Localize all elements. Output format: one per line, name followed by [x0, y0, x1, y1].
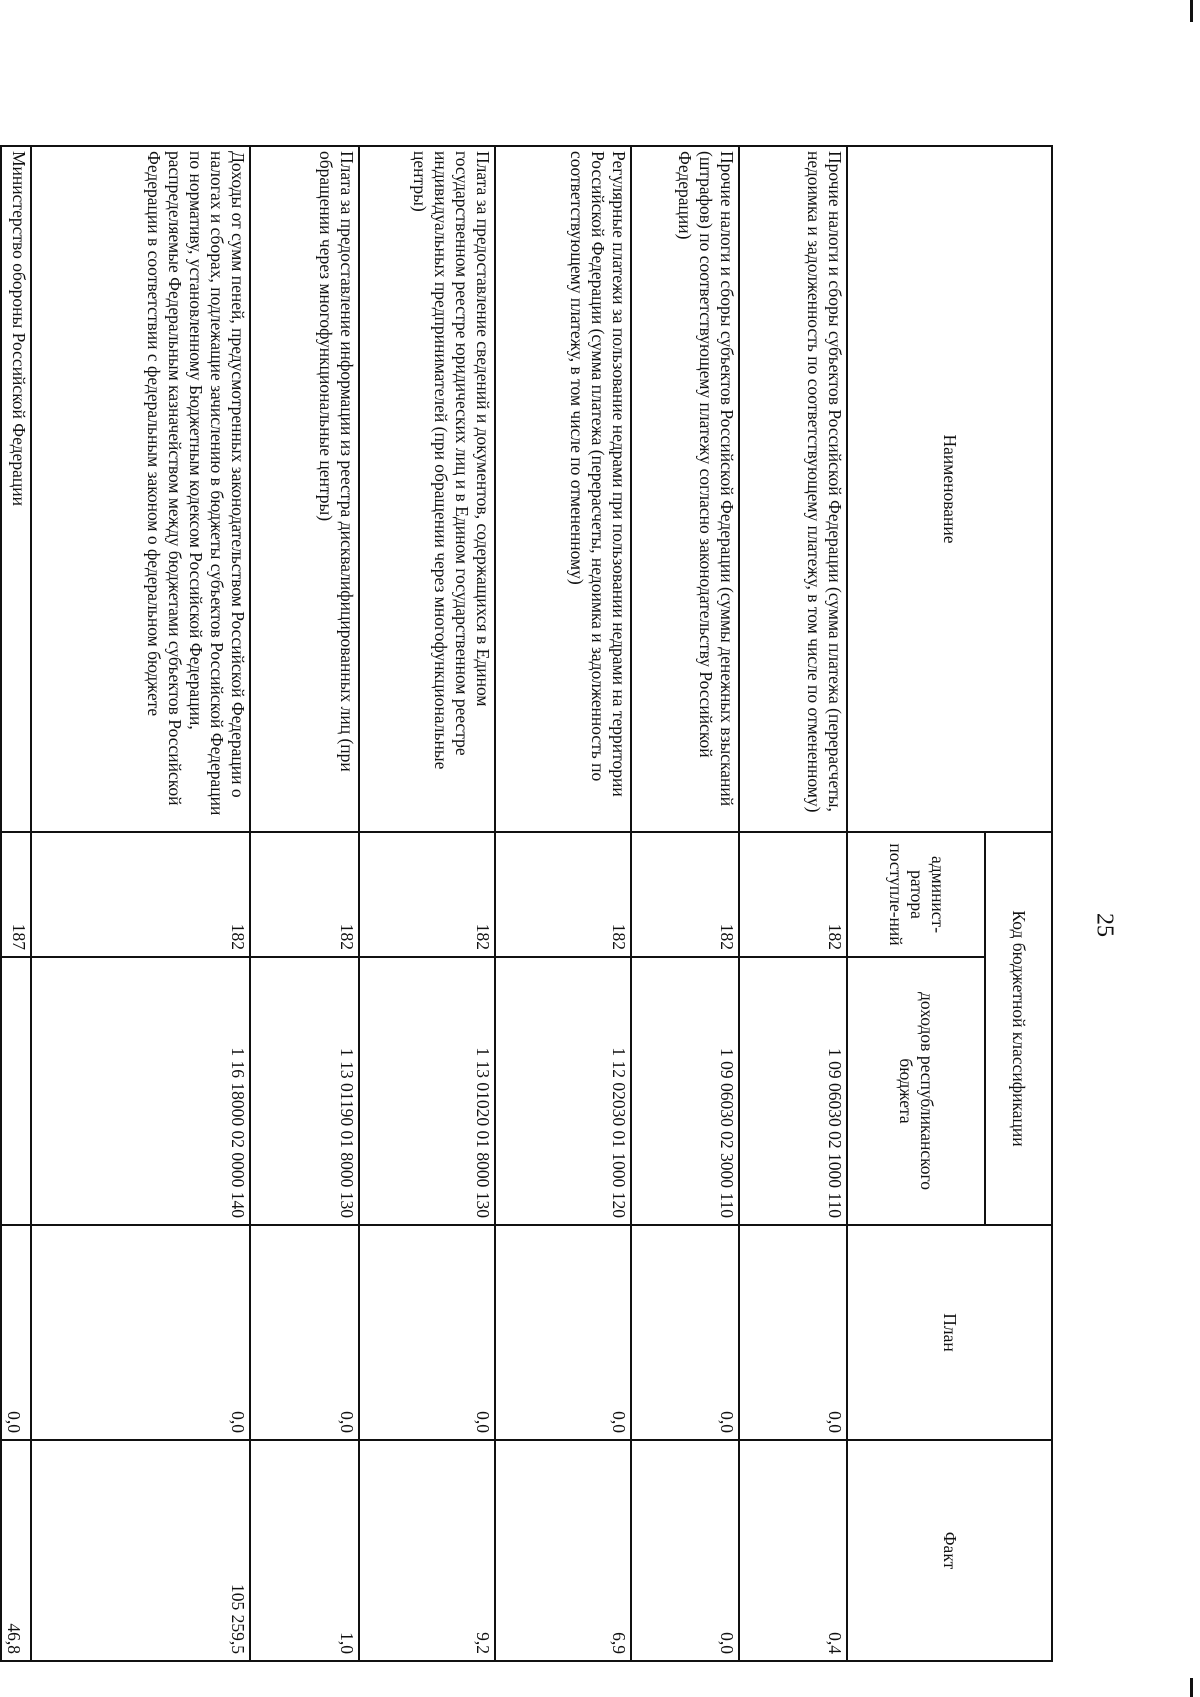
table-row	[359, 146, 495, 1661]
table-row	[31, 146, 249, 1661]
table-row	[495, 146, 631, 1661]
header-name: Наименование	[847, 146, 1052, 832]
row-plan: 0,0	[631, 1225, 739, 1440]
header-code-group: Код бюджетной классификации	[985, 832, 1052, 1225]
row-name: Плата за предоставление информации из реестра дисквалифицированных лиц (при обращении через многофункциональные центры)	[250, 146, 359, 832]
row-income-code: 1 09 06030 02 1000 110	[739, 957, 847, 1225]
table-row	[1, 146, 31, 1661]
row-admin-code: 182	[250, 832, 359, 957]
scan-edge-mark	[1190, 0, 1193, 22]
row-plan: 0,0	[31, 1225, 249, 1440]
row-fact: 1,0	[250, 1440, 359, 1661]
rotated-table-container	[0, 145, 1053, 1660]
page-number: 25	[1091, 913, 1118, 937]
row-admin-code: 187	[1, 832, 31, 957]
row-name: Регулярные платежи за пользование недрами при пользовании недрами на территории Российской Федерации (сумма платежа (перерасчеты, недоимка и задолженность по соответствующему платежу, в том числе по отмененному)	[495, 146, 631, 832]
row-fact: 6,9	[495, 1440, 631, 1661]
row-fact: 105 259,5	[31, 1440, 249, 1661]
row-admin-code: 182	[31, 832, 249, 957]
row-income-code: 1 12 02030 01 1000 120	[495, 957, 631, 1225]
header-row-1	[985, 146, 1052, 1661]
table-row	[631, 146, 739, 1661]
budget-income-table	[0, 145, 1053, 1662]
row-plan: 0,0	[1, 1225, 31, 1440]
row-plan: 0,0	[250, 1225, 359, 1440]
row-fact: 46,8	[1, 1440, 31, 1661]
row-admin-code: 182	[359, 832, 495, 957]
row-income-code	[1, 957, 31, 1225]
row-name: Доходы от сумм пеней, предусмотренных законодательством Российской Федерации о налогах и сборах, подлежащие зачислению в бюджеты субъектов Российской Федерации по нормативу, установленному Бюджетным кодексом Российской Федерации, распределяемые Федеральным казначейством между бюджетами субъектов Российской Федерации в соответствии с федеральным законом о федеральном бюджете	[31, 146, 249, 832]
table-row	[250, 146, 359, 1661]
row-income-code: 1 13 01190 01 8000 130	[250, 957, 359, 1225]
row-name: Прочие налоги и сборы субъектов Российской Федерации (суммы денежных взысканий (штрафов) по соответствующему платежу согласно законодательству Российской Федерации)	[631, 146, 739, 832]
row-name: Плата за предоставление сведений и документов, содержащихся в Едином государственном реестре юридических лиц и в Едином государственном реестре индивидуальных предпринимателей (при обращении через многофункциональные центры)	[359, 146, 495, 832]
row-fact: 0,4	[739, 1440, 847, 1661]
table-row	[739, 146, 847, 1661]
row-name: Прочие налоги и сборы субъектов Российской Федерации (сумма платежа (перерасчеты, недоимка и задолженность по соответствующему платежу, в том числе по отмененному)	[739, 146, 847, 832]
row-name: Министерство обороны Российской Федерации	[1, 146, 31, 832]
row-fact: 9,2	[359, 1440, 495, 1661]
row-admin-code: 182	[739, 832, 847, 957]
row-income-code: 1 16 18000 02 0000 140	[31, 957, 249, 1225]
header-income: доходов республиканского бюджета	[847, 957, 985, 1225]
row-admin-code: 182	[495, 832, 631, 957]
row-admin-code: 182	[631, 832, 739, 957]
row-plan: 0,0	[495, 1225, 631, 1440]
header-fact: Факт	[847, 1440, 1052, 1661]
scan-edge-mark	[1190, 1678, 1193, 1697]
row-plan: 0,0	[739, 1225, 847, 1440]
row-income-code: 1 09 06030 02 3000 110	[631, 957, 739, 1225]
row-plan: 0,0	[359, 1225, 495, 1440]
header-admin: админист-ратора поступле-ний	[847, 832, 985, 957]
header-plan: План	[847, 1225, 1052, 1440]
row-income-code: 1 13 01020 01 8000 130	[359, 957, 495, 1225]
row-fact: 0,0	[631, 1440, 739, 1661]
